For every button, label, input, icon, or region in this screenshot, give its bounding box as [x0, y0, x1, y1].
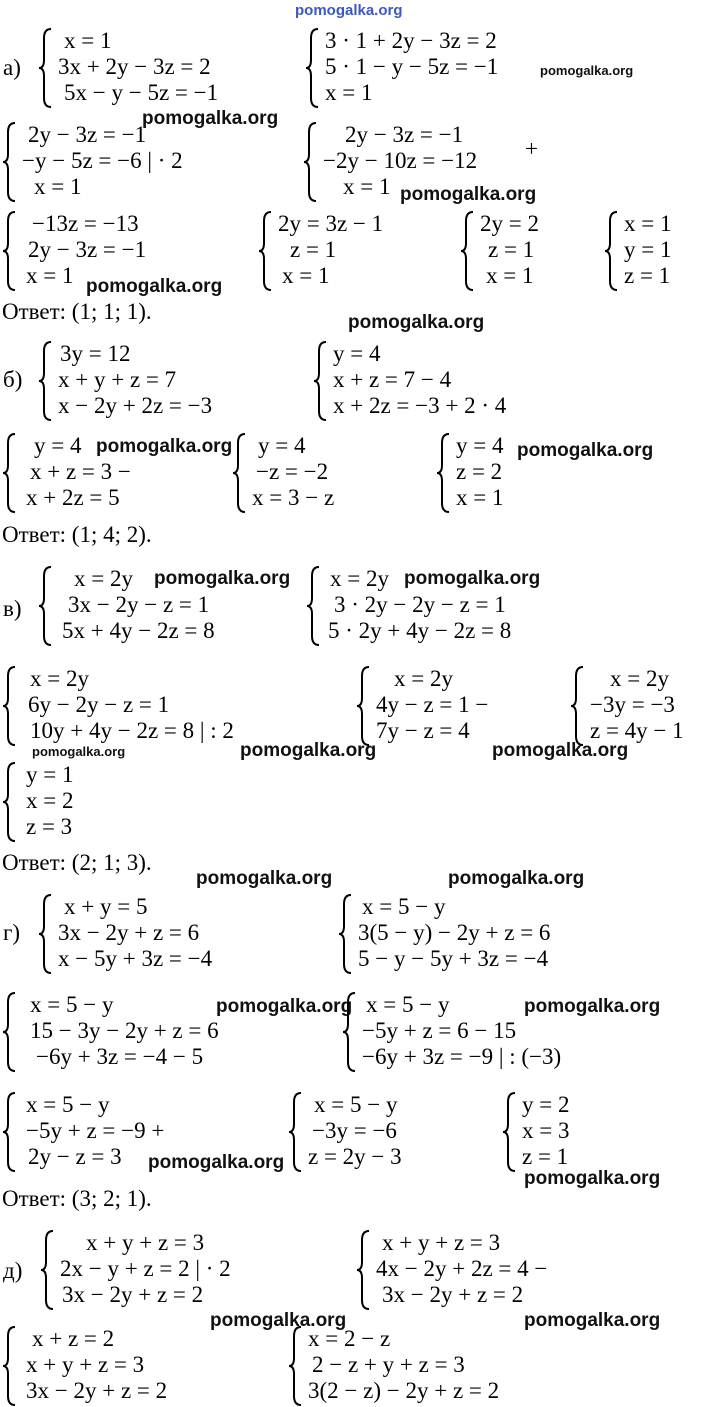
equation-line: z = 2y − 3	[308, 1144, 402, 1169]
equation-line: x = 1	[325, 80, 373, 105]
equation-line: x − 5y + 3z = −4	[58, 946, 213, 971]
equation-line: y = 4	[34, 433, 82, 458]
equation-line: 3y = 12	[60, 341, 131, 366]
brace-icon	[258, 211, 272, 291]
equation-line: x + 2z = 5	[26, 485, 120, 510]
brace-icon	[2, 666, 16, 746]
equation-line: z = 1	[522, 1144, 569, 1169]
watermark: pomogalka.org	[524, 1168, 661, 1189]
equation-line: x = 5 − y	[26, 1092, 110, 1117]
brace-icon	[342, 992, 356, 1072]
equation-line: x = 1	[26, 263, 74, 288]
equation-line: −3y = −6	[312, 1118, 397, 1143]
equation-line: x + y + z = 7	[58, 367, 177, 392]
equation-line: z = 2	[456, 459, 503, 484]
equation-line: x = 5 − y	[362, 894, 446, 919]
part-label-g: г)	[3, 920, 21, 945]
brace-icon	[604, 211, 618, 291]
brace-icon	[303, 122, 317, 202]
equation-line: x = 1	[64, 28, 112, 53]
brace-icon	[38, 341, 52, 421]
equation-line: x = 5 − y	[314, 1092, 398, 1117]
equation-line: −2y − 10z = −12	[323, 148, 478, 173]
equation-line: −y − 5z = −6 | · 2	[22, 148, 183, 173]
watermark: pomogalka.org	[524, 1310, 661, 1331]
equation-line: x + z = 3 −	[30, 459, 131, 484]
equation-line: x = 1	[486, 263, 534, 288]
equation-line: x = 3	[522, 1118, 570, 1143]
watermark: pomogalka.org	[517, 440, 654, 461]
site-header[interactable]: pomogalka.org	[295, 2, 403, 19]
equation-line: x = 3 − z	[252, 485, 335, 510]
equation-line: x = 2 − z	[308, 1326, 391, 1351]
answer-g: Ответ: (3; 2; 1).	[2, 1186, 152, 1211]
equation-line: −5y + z = −9 +	[26, 1118, 165, 1143]
equation-line: 3x + 2y − 3z = 2	[58, 54, 211, 79]
equation-line: 3 · 1 + 2y − 3z = 2	[325, 28, 497, 53]
equation-line: 2y − z = 3	[28, 1144, 122, 1169]
part-label-v: в)	[3, 596, 22, 621]
equation-line: 3x − 2y + z = 2	[62, 1282, 204, 1307]
equation-line: x = 1	[282, 263, 330, 288]
part-label-d: д)	[3, 1258, 23, 1283]
equation-line: 2x − y + z = 2 | · 2	[60, 1256, 231, 1281]
brace-icon	[436, 433, 450, 513]
answer-v: Ответ: (2; 1; 3).	[2, 850, 152, 875]
equation-line: y = 1	[26, 762, 74, 787]
answer-a: Ответ: (1; 1; 1).	[2, 299, 152, 324]
equation-line: x = 2y	[74, 566, 133, 591]
equation-line: x + y + z = 3	[86, 1230, 205, 1255]
watermark: pomogalka.org	[524, 996, 661, 1017]
equation-line: 10y + 4y − 2z = 8 | : 2	[30, 718, 234, 743]
equation-line: x = 1	[34, 174, 82, 199]
equation-line: 3x − 2y + z = 6	[58, 920, 200, 945]
brace-icon	[2, 122, 16, 202]
equation-line: 5 − y − 5y + 3z = −4	[358, 946, 549, 971]
equation-line: −3y = −3	[590, 692, 675, 717]
equation-line: 2y − 3z = −1	[345, 122, 464, 147]
equation-line: x = 2y	[30, 666, 89, 691]
equation-line: 2y = 3z − 1	[278, 211, 384, 236]
watermark: pomogalka.org	[400, 184, 537, 205]
brace-icon	[2, 1092, 16, 1172]
equation-line: 3x − 2y + z = 2	[382, 1282, 524, 1307]
watermark: pomogalka.org	[348, 312, 485, 333]
equation-line: y = 4	[258, 433, 306, 458]
brace-icon	[305, 28, 319, 108]
watermark: pomogalka.org	[448, 868, 585, 889]
watermark: pomogalka.org	[492, 740, 629, 761]
answer-b: Ответ: (1; 4; 2).	[2, 522, 152, 547]
equation-line: x = 1	[456, 485, 504, 510]
equation-line: −6y + 3z = −9 | : (−3)	[362, 1044, 562, 1069]
brace-icon	[2, 992, 16, 1072]
equation-line: x + z = 7 − 4	[333, 367, 452, 392]
equation-line: y = 4	[456, 433, 504, 458]
watermark: pomogalka.org	[404, 568, 541, 589]
equation-line: 2 − z + y + z = 3	[312, 1352, 465, 1377]
equation-line: 3 · 2y − 2y − z = 1	[334, 592, 506, 617]
watermark: pomogalka.org	[86, 276, 223, 297]
equation-line: 4x − 2y + 2z = 4 −	[376, 1256, 548, 1281]
equation-line: z = 1	[488, 237, 535, 262]
equation-line: x − 2y + 2z = −3	[58, 393, 213, 418]
equation-line: 3x − 2y − z = 1	[68, 592, 210, 617]
brace-icon	[313, 341, 327, 421]
watermark: pomogalka.org	[32, 744, 126, 759]
brace-icon	[2, 1326, 16, 1406]
equation-line: z = 4y − 1	[590, 718, 684, 743]
brace-icon	[460, 211, 474, 291]
equation-line: 5x − y − 5z = −1	[64, 80, 219, 105]
brace-icon	[338, 894, 352, 974]
watermark: pomogalka.org	[154, 568, 291, 589]
brace-icon	[232, 433, 246, 513]
watermark: pomogalka.org	[96, 436, 233, 457]
watermark: pomogalka.org	[148, 1152, 285, 1173]
brace-icon	[2, 762, 16, 842]
brace-icon	[38, 566, 52, 646]
equation-line: x + 2z = −3 + 2 · 4	[333, 393, 507, 418]
brace-icon	[38, 894, 52, 974]
equation-line: y = 2	[522, 1092, 570, 1117]
equation-line: −z = −2	[256, 459, 329, 484]
watermark: pomogalka.org	[196, 868, 333, 889]
brace-icon	[288, 1326, 302, 1406]
equation-line: x = 1	[343, 174, 391, 199]
equation-line: z = 1	[624, 263, 671, 288]
equation-line: 2y − 3z = −1	[28, 237, 147, 262]
equation-line: x = 1	[624, 211, 672, 236]
brace-icon	[356, 666, 370, 746]
equation-line: x = 2y	[394, 666, 453, 691]
watermark: pomogalka.org	[216, 996, 353, 1017]
equation-line: x = 2	[26, 788, 74, 813]
brace-icon	[356, 1230, 370, 1310]
equation-line: 5 · 1 − y − 5z = −1	[325, 54, 499, 79]
part-label-a: а)	[3, 55, 21, 80]
watermark: pomogalka.org	[142, 108, 279, 129]
equation-line: 2y − 3z = −1	[28, 122, 147, 147]
equation-line: 5 · 2y + 4y − 2z = 8	[328, 618, 512, 643]
brace-icon	[2, 211, 16, 291]
brace-icon	[38, 28, 52, 108]
equation-line: x = 2y	[330, 566, 389, 591]
equation-line: 5x + 4y − 2z = 8	[62, 618, 215, 643]
equation-line: z = 3	[26, 814, 73, 839]
brace-icon	[2, 433, 16, 513]
brace-icon	[502, 1092, 516, 1172]
equation-line: 4y − z = 1 −	[376, 692, 489, 717]
equation-line: 15 − 3y − 2y + z = 6	[30, 1018, 219, 1043]
equation-line: 3x − 2y + z = 2	[26, 1378, 168, 1403]
equation-line: x + y = 5	[64, 894, 148, 919]
brace-icon	[306, 566, 320, 646]
equation-line: −6y + 3z = −4 − 5	[36, 1044, 204, 1069]
equation-line: x = 2y	[610, 666, 669, 691]
equation-line: 2y = 2	[480, 211, 539, 236]
brace-icon	[288, 1092, 302, 1172]
brace-icon	[40, 1230, 54, 1310]
equation-line: 6y − 2y − z = 1	[28, 692, 170, 717]
equation-line: 3(2 − z) − 2y + z = 2	[308, 1378, 500, 1403]
equation-line: −13z = −13	[32, 211, 139, 236]
equation-line: x = 5 − y	[366, 992, 450, 1017]
equation-line: z = 1	[290, 237, 337, 262]
equation-line: x + y + z = 3	[382, 1230, 501, 1255]
equation-line: 7y − z = 4	[376, 718, 470, 743]
equation-line: x + z = 2	[32, 1326, 115, 1351]
part-label-b: б)	[3, 367, 23, 392]
watermark: pomogalka.org	[540, 63, 634, 78]
equation-line: y = 1	[624, 237, 672, 262]
brace-icon	[570, 666, 584, 746]
operation-sign: +	[525, 136, 538, 161]
equation-line: x = 5 − y	[30, 992, 114, 1017]
watermark: pomogalka.org	[240, 740, 377, 761]
equation-line: y = 4	[333, 341, 381, 366]
watermark: pomogalka.org	[210, 1310, 347, 1331]
equation-line: x + y + z = 3	[26, 1352, 145, 1377]
equation-line: −5y + z = 6 − 15	[362, 1018, 517, 1043]
equation-line: 3(5 − y) − 2y + z = 6	[358, 920, 551, 945]
